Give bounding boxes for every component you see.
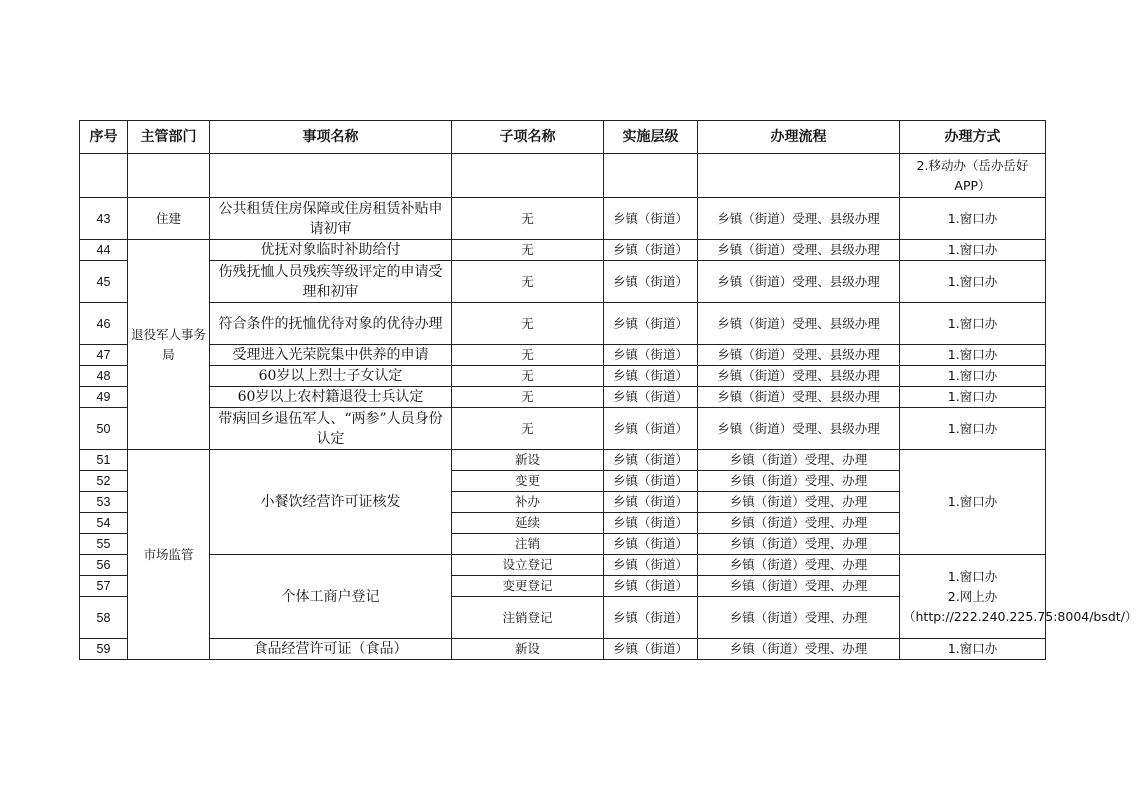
- method-cell: 1.窗口办: [900, 303, 1046, 345]
- method-cell: 2.移动办（岳办岳好APP）: [900, 154, 1046, 198]
- method-cell: 1.窗口办: [900, 240, 1046, 261]
- seq-cell: 54: [80, 513, 128, 534]
- method-line: 2.网上办: [947, 588, 998, 604]
- method-url: （http://222.240.225.75:8004/bsdt/）: [903, 608, 1137, 624]
- subitem-cell: 补办: [452, 492, 604, 513]
- table-row: [80, 240, 1046, 261]
- level-cell: 乡镇（街道）: [604, 408, 698, 450]
- table-row: [80, 408, 1046, 450]
- seq-cell: 45: [80, 261, 128, 303]
- header-subitem: 子项名称: [452, 121, 604, 154]
- subitem-cell: 新设: [452, 450, 604, 471]
- level-cell: 乡镇（街道）: [604, 450, 698, 471]
- process-cell: 乡镇（街道）受理、办理: [698, 534, 900, 555]
- level-cell: 乡镇（街道）: [604, 597, 698, 639]
- subitem-cell: 无: [452, 261, 604, 303]
- process-cell: [698, 154, 900, 198]
- item-cell: 符合条件的抚恤优待对象的优待办理: [210, 303, 452, 345]
- process-cell: 乡镇（街道）受理、县级办理: [698, 198, 900, 240]
- item-cell: 个体工商户登记: [210, 555, 452, 639]
- level-cell: 乡镇（街道）: [604, 576, 698, 597]
- method-cell: 1.窗口办: [900, 366, 1046, 387]
- subitem-cell: 无: [452, 303, 604, 345]
- header-method: 办理方式: [900, 121, 1046, 154]
- seq-cell: 59: [80, 639, 128, 660]
- item-cell: 伤残抚恤人员残疾等级评定的申请受理和初审: [210, 261, 452, 303]
- level-cell: 乡镇（街道）: [604, 534, 698, 555]
- subitem-cell: 变更: [452, 471, 604, 492]
- dept-cell: [128, 154, 210, 198]
- header-dept: 主管部门: [128, 121, 210, 154]
- header-row: [80, 121, 1046, 154]
- level-cell: 乡镇（街道）: [604, 639, 698, 660]
- table-row: [80, 387, 1046, 408]
- process-cell: 乡镇（街道）受理、办理: [698, 597, 900, 639]
- level-cell: 乡镇（街道）: [604, 240, 698, 261]
- item-cell: [210, 154, 452, 198]
- level-cell: [604, 154, 698, 198]
- seq-cell: [80, 154, 128, 198]
- item-cell: 60岁以上烈士子女认定: [210, 366, 452, 387]
- method-cell: 1.窗口办: [900, 261, 1046, 303]
- item-cell: 60岁以上农村籍退役士兵认定: [210, 387, 452, 408]
- subitem-cell: 无: [452, 345, 604, 366]
- method-cell: 1.窗口办: [900, 639, 1046, 660]
- method-line: 1.窗口办: [947, 568, 998, 584]
- table-row: [80, 154, 1046, 198]
- dept-cell: 住建: [128, 198, 210, 240]
- item-cell: 带病回乡退伍军人、“两参”人员身份认定: [210, 408, 452, 450]
- level-cell: 乡镇（街道）: [604, 492, 698, 513]
- table-row: [80, 198, 1046, 240]
- process-cell: 乡镇（街道）受理、县级办理: [698, 303, 900, 345]
- subitem-cell: 无: [452, 240, 604, 261]
- seq-cell: 52: [80, 471, 128, 492]
- item-cell: 优抚对象临时补助给付: [210, 240, 452, 261]
- level-cell: 乡镇（街道）: [604, 261, 698, 303]
- table-row: [80, 639, 1046, 660]
- item-cell: 公共租赁住房保障或住房租赁补贴申请初审: [210, 198, 452, 240]
- level-cell: 乡镇（街道）: [604, 303, 698, 345]
- seq-cell: 48: [80, 366, 128, 387]
- subitem-cell: 变更登记: [452, 576, 604, 597]
- seq-cell: 43: [80, 198, 128, 240]
- process-cell: 乡镇（街道）受理、县级办理: [698, 408, 900, 450]
- level-cell: 乡镇（街道）: [604, 387, 698, 408]
- method-cell: 1.窗口办: [900, 387, 1046, 408]
- seq-cell: 44: [80, 240, 128, 261]
- method-cell: [900, 555, 1137, 639]
- header-item: 事项名称: [210, 121, 452, 154]
- method-cell: 1.窗口办: [900, 198, 1046, 240]
- process-cell: 乡镇（街道）受理、县级办理: [698, 387, 900, 408]
- subitem-cell: 设立登记: [452, 555, 604, 576]
- process-cell: 乡镇（街道）受理、办理: [698, 576, 900, 597]
- subitem-cell: 无: [452, 387, 604, 408]
- table-row: [80, 345, 1046, 366]
- table-row: [80, 450, 1046, 471]
- seq-cell: 51: [80, 450, 128, 471]
- process-cell: 乡镇（街道）受理、办理: [698, 471, 900, 492]
- seq-cell: 46: [80, 303, 128, 345]
- process-cell: 乡镇（街道）受理、办理: [698, 492, 900, 513]
- table-row: [80, 261, 1046, 303]
- item-cell: 小餐饮经营许可证核发: [210, 450, 452, 555]
- item-cell: 食品经营许可证（食品）: [210, 639, 452, 660]
- level-cell: 乡镇（街道）: [604, 366, 698, 387]
- header-seq: 序号: [80, 121, 128, 154]
- level-cell: 乡镇（街道）: [604, 198, 698, 240]
- process-cell: 乡镇（街道）受理、县级办理: [698, 366, 900, 387]
- subitem-cell: 注销: [452, 534, 604, 555]
- subitem-cell: 延续: [452, 513, 604, 534]
- dept-cell: 市场监管: [128, 450, 210, 660]
- seq-cell: 56: [80, 555, 128, 576]
- header-level: 实施层级: [604, 121, 698, 154]
- subitem-cell: 无: [452, 198, 604, 240]
- method-cell: 1.窗口办: [900, 408, 1046, 450]
- table-row: [80, 366, 1046, 387]
- table-row: [80, 303, 1046, 345]
- seq-cell: 58: [80, 597, 128, 639]
- level-cell: 乡镇（街道）: [604, 555, 698, 576]
- level-cell: 乡镇（街道）: [604, 345, 698, 366]
- table-row: [80, 555, 1046, 576]
- process-cell: 乡镇（街道）受理、办理: [698, 513, 900, 534]
- subitem-cell: 新设: [452, 639, 604, 660]
- level-cell: 乡镇（街道）: [604, 513, 698, 534]
- seq-cell: 53: [80, 492, 128, 513]
- dept-cell: 退役军人事务局: [128, 240, 210, 450]
- seq-cell: 49: [80, 387, 128, 408]
- seq-cell: 55: [80, 534, 128, 555]
- subitem-cell: [452, 154, 604, 198]
- subitem-cell: 注销登记: [452, 597, 604, 639]
- header-process: 办理流程: [698, 121, 900, 154]
- process-cell: 乡镇（街道）受理、办理: [698, 450, 900, 471]
- level-cell: 乡镇（街道）: [604, 471, 698, 492]
- process-cell: 乡镇（街道）受理、县级办理: [698, 261, 900, 303]
- seq-cell: 47: [80, 345, 128, 366]
- process-cell: 乡镇（街道）受理、办理: [698, 639, 900, 660]
- process-cell: 乡镇（街道）受理、办理: [698, 555, 900, 576]
- method-cell: 1.窗口办: [900, 345, 1046, 366]
- seq-cell: 57: [80, 576, 128, 597]
- item-cell: 受理进入光荣院集中供养的申请: [210, 345, 452, 366]
- services-table: [79, 120, 1137, 660]
- subitem-cell: 无: [452, 366, 604, 387]
- method-cell: 1.窗口办: [900, 450, 1046, 555]
- process-cell: 乡镇（街道）受理、县级办理: [698, 240, 900, 261]
- process-cell: 乡镇（街道）受理、县级办理: [698, 345, 900, 366]
- subitem-cell: 无: [452, 408, 604, 450]
- seq-cell: 50: [80, 408, 128, 450]
